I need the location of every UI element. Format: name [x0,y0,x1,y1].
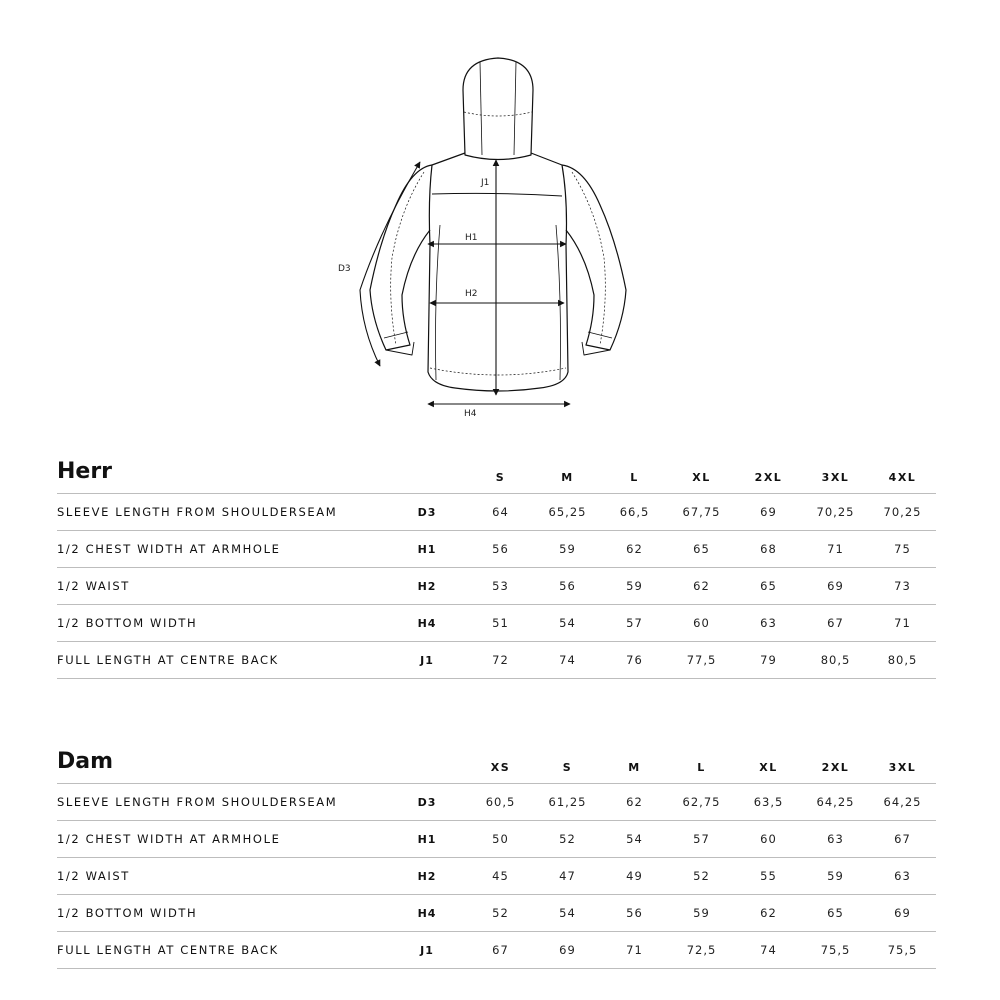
measurement-value: 62 [668,568,735,605]
measurement-value: 77,5 [668,642,735,679]
measurement-label: 1/2 BOTTOM WIDTH [57,895,387,932]
table-row [57,642,936,679]
measurement-value: 69 [735,494,802,531]
measurement-value: 52 [534,821,601,858]
measurement-value: 54 [534,605,601,642]
measurement-label: 1/2 CHEST WIDTH AT ARMHOLE [57,821,387,858]
table-row [57,895,936,932]
measurement-value: 68 [735,531,802,568]
measurement-value: 73 [869,568,936,605]
jacket-measurement-diagram [330,50,670,430]
measurement-value: 65 [735,568,802,605]
measurement-value: 67 [467,932,534,969]
label-d3: D3 [338,264,351,274]
measurement-value: 69 [802,568,869,605]
measurement-value: 45 [467,858,534,895]
measurement-value: 67 [869,821,936,858]
measurement-value: 55 [735,858,802,895]
measurement-value: 70,25 [869,494,936,531]
code-header [387,444,467,494]
measurement-value: 67 [802,605,869,642]
table-row [57,858,936,895]
measurement-value: 80,5 [869,642,936,679]
measurement-value: 65 [668,531,735,568]
measurement-label: FULL LENGTH AT CENTRE BACK [57,642,387,679]
measurement-code: D3 [387,494,467,531]
code-header [387,734,467,784]
measurement-value: 50 [467,821,534,858]
measurement-value: 63 [735,605,802,642]
measurement-value: 60,5 [467,784,534,821]
measurement-value: 61,25 [534,784,601,821]
measurement-value: 57 [668,821,735,858]
size-header: L [668,734,735,784]
measurement-value: 59 [534,531,601,568]
measurement-value: 65,25 [534,494,601,531]
size-header: 4XL [869,444,936,494]
measurement-value: 66,5 [601,494,668,531]
size-header: 3XL [802,444,869,494]
measurement-value: 62 [735,895,802,932]
measurement-value: 49 [601,858,668,895]
label-h2: H2 [465,289,478,299]
size-header: 2XL [735,444,802,494]
measurement-code: H4 [387,895,467,932]
table-title: Dam [57,734,387,784]
size-header: L [601,444,668,494]
measurement-value: 56 [467,531,534,568]
measurement-value: 56 [601,895,668,932]
measurement-value: 62,75 [668,784,735,821]
measurement-value: 54 [601,821,668,858]
measurement-label: FULL LENGTH AT CENTRE BACK [57,932,387,969]
size-table-dam [57,734,936,969]
measurement-code: H1 [387,531,467,568]
measurement-label: 1/2 CHEST WIDTH AT ARMHOLE [57,531,387,568]
measurement-value: 79 [735,642,802,679]
measurement-value: 64,25 [869,784,936,821]
measurement-value: 72 [467,642,534,679]
measurement-code: H2 [387,858,467,895]
measurement-value: 62 [601,784,668,821]
measurement-label: SLEEVE LENGTH FROM SHOULDERSEAM [57,494,387,531]
measurement-value: 74 [735,932,802,969]
size-header: XL [668,444,735,494]
measurement-value: 67,75 [668,494,735,531]
measurement-label: SLEEVE LENGTH FROM SHOULDERSEAM [57,784,387,821]
table-row [57,531,936,568]
measurement-value: 60 [735,821,802,858]
measurement-value: 63 [802,821,869,858]
measurement-value: 64,25 [802,784,869,821]
measurement-value: 71 [601,932,668,969]
measurement-label: 1/2 WAIST [57,858,387,895]
jacket-outline [370,58,626,391]
measurement-label: 1/2 WAIST [57,568,387,605]
measurement-arrows [360,160,570,404]
label-h1: H1 [465,233,478,243]
measurement-value: 62 [601,531,668,568]
table-row [57,821,936,858]
size-header: S [467,444,534,494]
label-j1: J1 [481,178,490,188]
measurement-value: 75,5 [802,932,869,969]
measurement-code: H2 [387,568,467,605]
measurement-code: H4 [387,605,467,642]
measurement-value: 53 [467,568,534,605]
measurement-value: 51 [467,605,534,642]
measurement-value: 59 [668,895,735,932]
size-header: XS [467,734,534,784]
size-header: 3XL [869,734,936,784]
measurement-value: 56 [534,568,601,605]
measurement-value: 52 [467,895,534,932]
measurement-code: J1 [387,642,467,679]
measurement-value: 75,5 [869,932,936,969]
size-header: M [534,444,601,494]
size-header: 2XL [802,734,869,784]
measurement-value: 69 [534,932,601,969]
table-row [57,784,936,821]
table-header-row [57,444,936,494]
size-table-herr [57,444,936,679]
measurement-value: 74 [534,642,601,679]
measurement-value: 65 [802,895,869,932]
measurement-code: J1 [387,932,467,969]
measurement-value: 71 [802,531,869,568]
measurement-value: 70,25 [802,494,869,531]
measurement-value: 64 [467,494,534,531]
measurement-value: 75 [869,531,936,568]
label-h4: H4 [464,409,477,419]
table-row [57,932,936,969]
measurement-code: D3 [387,784,467,821]
measurement-value: 60 [668,605,735,642]
table-header-row [57,734,936,784]
measurement-value: 47 [534,858,601,895]
size-header: S [534,734,601,784]
measurement-value: 59 [601,568,668,605]
measurement-value: 59 [802,858,869,895]
measurement-label: 1/2 BOTTOM WIDTH [57,605,387,642]
measurement-value: 63 [869,858,936,895]
measurement-code: H1 [387,821,467,858]
measurement-value: 63,5 [735,784,802,821]
size-header: M [601,734,668,784]
table-row [57,568,936,605]
table-row [57,605,936,642]
measurement-value: 71 [869,605,936,642]
size-header: XL [735,734,802,784]
measurement-value: 72,5 [668,932,735,969]
measurement-value: 52 [668,858,735,895]
table-title: Herr [57,444,387,494]
measurement-value: 80,5 [802,642,869,679]
measurement-value: 54 [534,895,601,932]
measurement-value: 76 [601,642,668,679]
measurement-value: 69 [869,895,936,932]
measurement-value: 57 [601,605,668,642]
table-row [57,494,936,531]
